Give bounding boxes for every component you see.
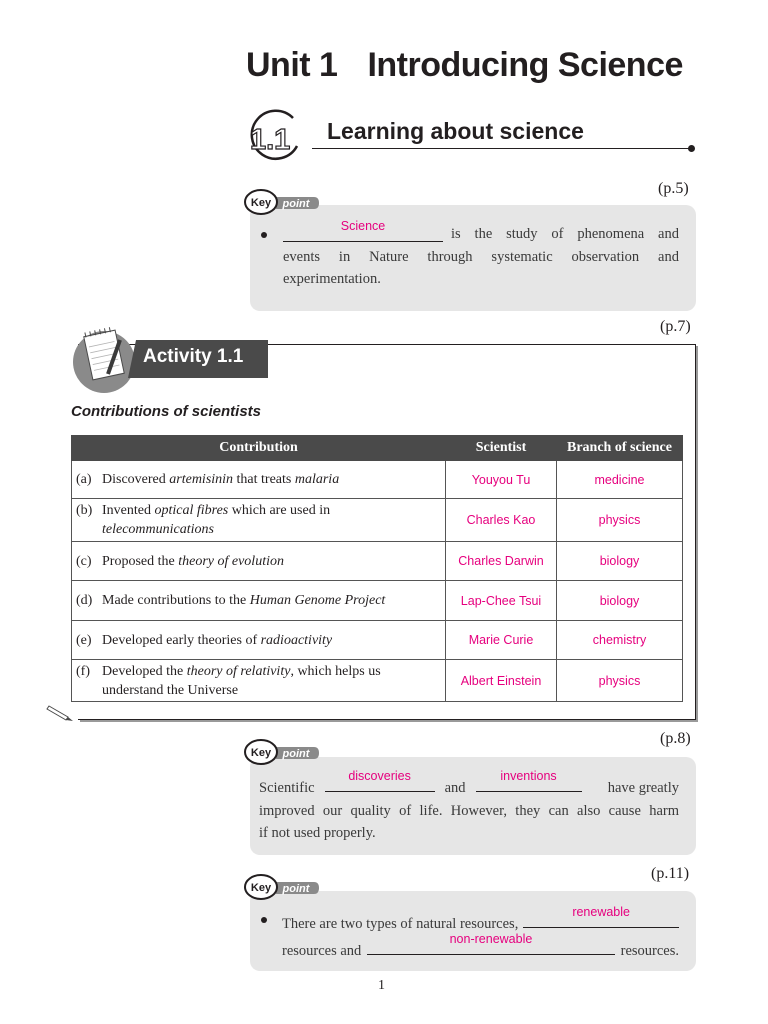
italic-term: theory of relativity [186, 663, 291, 679]
badge-point-text: point [282, 883, 310, 895]
contribution-cell [72, 461, 446, 499]
table-row [72, 542, 683, 581]
text: , which helps us understand the Universe [102, 663, 381, 698]
badge-key-text: Key [250, 197, 272, 209]
italic-term: optical fibres [154, 503, 229, 518]
text: Made contributions to the [102, 593, 250, 608]
page-ref-p7: (p.7) [660, 318, 691, 335]
table-row [72, 461, 683, 499]
text: improved our quality of life. However, they can also cause harm [259, 802, 679, 819]
answer-blank[interactable] [283, 219, 443, 242]
section-rule [312, 148, 690, 149]
text: Scientific [259, 780, 315, 796]
pencil-icon [46, 700, 74, 722]
text: and [444, 780, 466, 796]
row-label: (c) [76, 553, 92, 569]
contribution-text [102, 631, 441, 650]
branch-answer[interactable]: physics [557, 499, 683, 542]
text: experimentation. [283, 271, 381, 287]
italic-term: artemisinin [169, 472, 234, 487]
page-ref-p5: (p.5) [658, 180, 689, 197]
column-header-scientist: Scientist [446, 436, 557, 461]
answer-blank[interactable] [325, 769, 435, 792]
page-number: 1 [378, 978, 385, 993]
section-title: Learning about science [327, 118, 584, 144]
bullet [261, 917, 267, 923]
text: There are two types of natural resources, [282, 916, 519, 932]
key-point-badge-icon [244, 874, 320, 900]
table-row [72, 660, 683, 702]
contribution-text [102, 501, 441, 539]
scientist-answer[interactable]: Charles Darwin [446, 542, 557, 581]
column-header-branch: Branch of science [557, 436, 683, 461]
answer-text: discoveries [348, 769, 411, 783]
contribution-cell [72, 621, 446, 660]
row-label: (b) [76, 503, 93, 518]
branch-answer[interactable]: biology [557, 542, 683, 581]
answer-blank[interactable] [367, 931, 614, 955]
contribution-text [102, 552, 441, 571]
section-rule-dot [688, 145, 695, 152]
activity-label: Activity 1.1 [143, 346, 244, 367]
table-header-row [72, 436, 683, 461]
section-number: 1.1 [250, 124, 291, 156]
text: which are used in [228, 503, 331, 518]
contribution-cell [72, 499, 446, 542]
contributions-table [71, 435, 683, 702]
answer-blank[interactable] [523, 905, 679, 928]
text: Developed the [102, 663, 187, 679]
italic-term: telecommunications [102, 522, 214, 537]
branch-answer[interactable]: medicine [557, 461, 683, 499]
italic-term: theory of evolution [178, 553, 284, 569]
row-label: (e) [76, 632, 92, 648]
badge-key-text: Key [250, 882, 272, 894]
activity-subtitle: Contributions of scientists [71, 403, 262, 420]
answer-text: inventions [500, 769, 557, 783]
answer-text: Science [340, 219, 386, 233]
badge-point-text: point [282, 748, 310, 760]
unit-name: Introducing Science [367, 46, 683, 84]
text: if not used properly. [259, 825, 376, 841]
table-row [72, 621, 683, 660]
text: Developed early theories of [102, 632, 261, 648]
unit-title [246, 46, 683, 85]
badge-key-text: Key [250, 747, 272, 759]
text: resources. [620, 942, 679, 959]
branch-answer[interactable]: physics [557, 660, 683, 702]
text: resources and [282, 942, 362, 959]
page-ref-p11: (p.11) [651, 865, 690, 882]
text: have greatly [607, 780, 679, 796]
text: Proposed the [102, 553, 179, 569]
table-row [72, 499, 683, 542]
badge-point-text: point [282, 198, 310, 210]
row-label: (f) [76, 663, 90, 679]
text: events in Nature through systematic observation and [283, 248, 679, 265]
page-ref-p8: (p.8) [660, 730, 691, 747]
contribution-cell [72, 581, 446, 621]
contribution-text [102, 591, 441, 610]
text: that treats [233, 472, 295, 487]
contribution-cell [72, 660, 446, 702]
italic-term: Human Genome Project [249, 593, 386, 608]
table-row [72, 581, 683, 621]
answer-text: renewable [572, 905, 630, 919]
branch-answer[interactable]: biology [557, 581, 683, 621]
italic-term: radioactivity [260, 632, 333, 648]
keypoint-text-1 [283, 219, 679, 291]
text: Discovered [102, 472, 170, 487]
contribution-text [102, 662, 441, 700]
scientist-answer[interactable]: Youyou Tu [446, 461, 557, 499]
key-point-badge-icon [244, 189, 320, 215]
keypoint-text-2 [259, 769, 679, 845]
contribution-text [102, 470, 441, 489]
answer-text: non-renewable [449, 931, 533, 946]
scientist-answer[interactable]: Marie Curie [446, 621, 557, 660]
section-number-badge-icon [247, 108, 303, 164]
contribution-cell [72, 542, 446, 581]
answer-blank[interactable] [476, 769, 582, 792]
keypoint-text-3 [282, 905, 679, 962]
bullet [261, 232, 267, 238]
branch-answer[interactable]: chemistry [557, 621, 683, 660]
row-label: (d) [76, 593, 93, 608]
unit-number: Unit 1 [246, 46, 338, 84]
key-point-badge-icon [244, 739, 320, 765]
text: is the study of phenomena and [451, 226, 679, 242]
row-label: (a) [76, 472, 92, 487]
italic-term: malaria [294, 472, 340, 487]
scientist-answer[interactable]: Charles Kao [446, 499, 557, 542]
text: Invented [102, 503, 155, 518]
column-header-contribution: Contribution [72, 436, 446, 461]
scientist-answer[interactable]: Albert Einstein [446, 660, 557, 702]
scientist-answer[interactable]: Lap-Chee Tsui [446, 581, 557, 621]
